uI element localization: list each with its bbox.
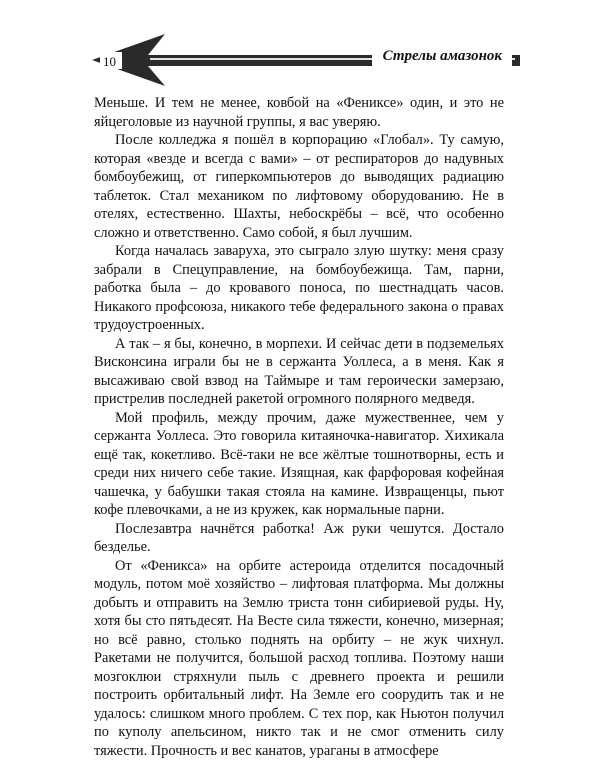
paragraph: После колледжа я пошёл в корпорацию «Глобал». Ту самую, которая «везде и всегда с вами» – от респираторов до надувных бомбоубежищ, от гиперкомпьютеров до выводящих радиацию таблеток. Стал механиком по лифтовому оборудованию. Не в отелях, естественно. Шахты, небоскрёбы – всё, что особенно сложно и ответственно. Само собой, я был лучшим.: [94, 131, 504, 242]
body-text: [94, 94, 504, 760]
paragraph: А так – я бы, конечно, в морпехи. И сейчас дети в подземельях Висконсина играли бы не в сержанта Уоллеса, а в меня. Как я высаживаю свой взвод на Таймыре и там героически замерзаю, пристрелив последней ракетой огромного полярного медведя.: [94, 335, 504, 409]
paragraph: Когда началась заваруха, это сыграло злую шутку: меня сразу забрали в Спецуправление, на бомбоубежища. Там, парни, работка была – до кровавого поноса, по шестнадцать часов. Никакого профсоюза, никакого тебе федерального закона о правах трудоустроенных.: [94, 242, 504, 335]
paragraph: Меньше. И тем не менее, ковбой на «Фениксе» один, и это не яйцеголовые из научной группы, я вас уверяю.: [94, 94, 504, 131]
paragraph: От «Феникса» на орбите астероида отделится посадочный модуль, потом моё хозяйство – лифтовая платформа. Мы должны добыть и отправить на Землю триста тонн сибириевой руды. Ну, хотя бы сто пятьдесят. На Весте сила тяжести, конечно, мизерная; но всё равно, столько поднять на орбиту – не жук чихнул. Ракетами не получится, большой расход топлива. Поэтому наши мозгоклюи стряхнули пыль с древнего проекта и решили построить орбитальный лифт. На Земле его соорудить так и не удалось: слишком много проблем. С тех пор, как Ньютон получил по куполу апельсином, никто так и не смог отменить силу тяжести. Прочность и вес канатов, ураганы в атмосфере: [94, 557, 504, 760]
arrow-header-icon: [0, 0, 600, 90]
page-header: [0, 0, 600, 90]
running-title: Стрелы амазонок: [383, 48, 502, 65]
page-number: 10: [103, 54, 116, 70]
paragraph: Мой профиль, между прочим, даже мужественнее, чем у сержанта Уоллеса. Это говорила китаяночка-навигатор. Хихикала ещё так, кокетливо. Всё-таки не все жёлтые тошнотворны, есть и среди них ничего себе такие. Изящная, как фарфоровая кофейная чашечка, у бабушки такая стояла на камине. Извращенцы, пьют кофе плевочками, а не из кружек, как нормальные парни.: [94, 409, 504, 520]
paragraph: Послезавтра начнётся работка! Аж руки чешутся. Достало безделье.: [94, 520, 504, 557]
